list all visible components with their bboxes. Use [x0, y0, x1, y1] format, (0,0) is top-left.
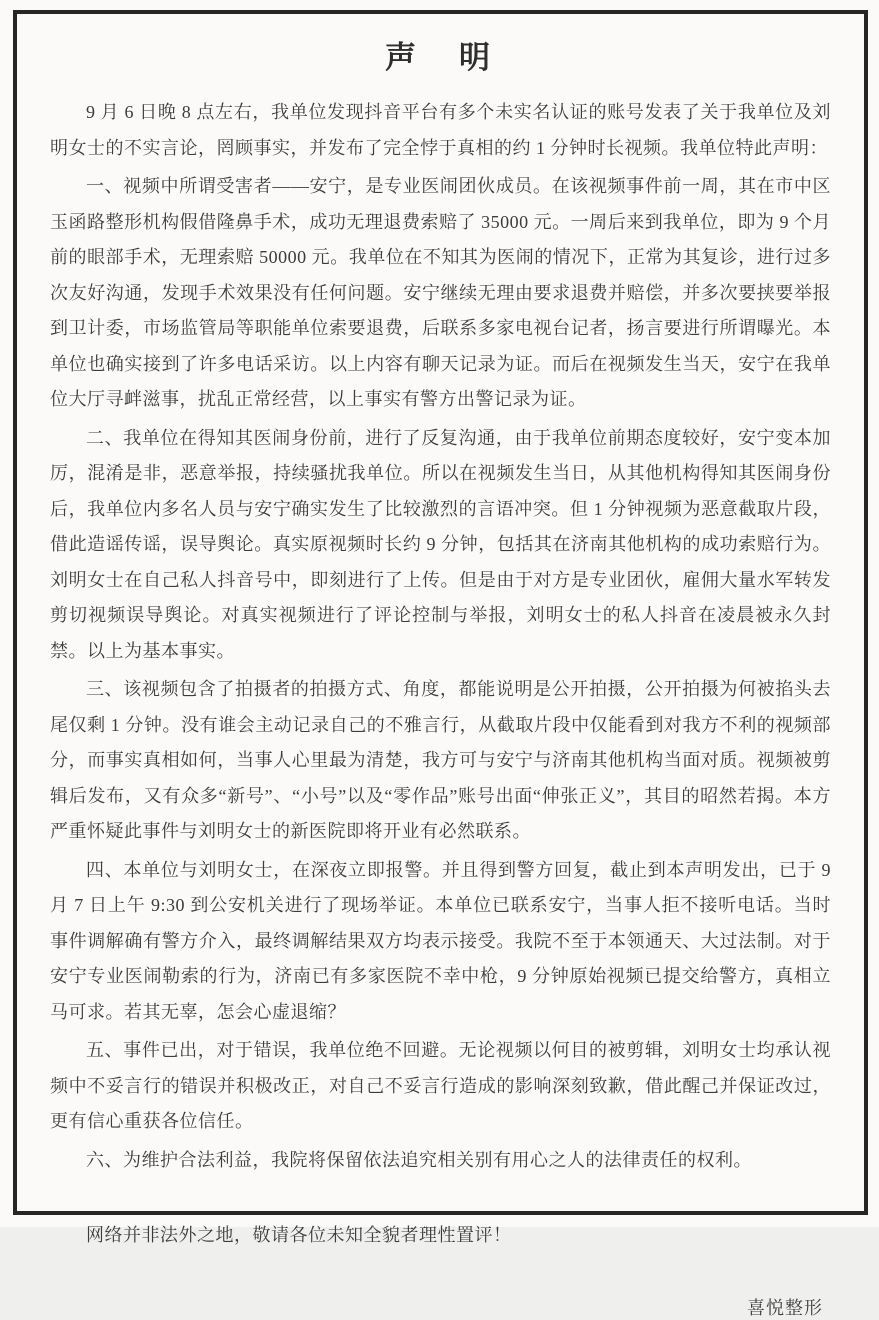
statement-paragraph-5: 五、事件已出，对于错误，我单位绝不回避。无论视频以何目的被剪辑，刘明女士均承认视频中不妥言行的错误并积极改正，对自己不妥言行造成的影响深刻致歉，借此醒己并保证改过，更有信心重获各位信任。 [50, 1040, 831, 1131]
statement-paragraph-4: 四、本单位与刘明女士，在深夜立即报警。并且得到警方回复，截止到本声明发出，已于 9 月 7 日上午 9:30 到公安机关进行了现场举证。本单位已联系安宁，当事人拒不接听电话。当时事件调解确有警方介入，最终调解结果双方均表示接受。我院不至于本领通天、大过法制。对于安宁专业医闹勒索的行为，济南已有多家医院不幸中枪，9 分钟原始视频已提交给警方，真相立马可求。若其无辜，怎会心虚退缩？ [50, 859, 831, 1022]
page-title: 声 明 [385, 40, 496, 75]
document-border-frame [13, 10, 868, 1318]
statement-paragraph-3: 三、该视频包含了拍摄者的拍摄方式、角度，都能说明是公开拍摄，公开拍摄为何被掐头去尾仅剩 1 分钟。没有谁会主动记录自己的不雅言行，从截取片段中仅能看到对我方不利的视频部分，而事实真相如何，当事人心里最为清楚，我方可与安宁与济南其他机构当面对质。视频被剪辑后发布，又有众多“新号”、“小号”以及“零作品”账号出面“伸张正义”，其目的昭然若揭。本方严重怀疑此事件与刘明女士的新医院即将开业有必然联系。 [50, 679, 831, 841]
closing-note: 网络并非法外之地，敬请各位未知全貌者理性置评！ [86, 1225, 512, 1245]
document-body [50, 95, 831, 1254]
intro-paragraph: 9 月 6 日晚 8 点左右，我单位发现抖音平台有多个未实名认证的账号发表了关于我单位及刘明女士的不实言论，罔顾事实，并发布了完全悖于真相的约 1 分钟时长视频。我单位特此声明： [50, 102, 831, 158]
statement-paragraph-2: 二、我单位在得知其医闹身份前，进行了反复沟通，由于我单位前期态度较好，安宁变本加厉，混淆是非，恶意举报，持续骚扰我单位。所以在视频发生当日，从其他机构得知其医闹身份后，我单位内多名人员与安宁确实发生了比较激烈的言语冲突。但 1 分钟视频为恶意截取片段，借此造谣传谣，误导舆论。真实原视频时长约 9 分钟，包括其在济南其他机构的成功索赔行为。刘明女士在自己私人抖音号中，即刻进行了上传。但是由于对方是专业团伙，雇佣大量水军转发剪切视频误导舆论。对真实视频进行了评论控制与举报，刘明女士的私人抖音在凌晨被永久封禁。以上为基本事实。 [50, 427, 831, 661]
statement-paragraph-1: 一、视频中所谓受害者——安宁，是专业医闹团伙成员。在该视频事件前一周，其在市中区玉函路整形机构假借隆鼻手术，成功无理退费索赔了 35000 元。一周后来到我单位，即为 9 个月前的眼部手术，无理索赔 50000 元。我单位在不知其为医闹的情况下，正常为其复诊，进行过多次友好沟通，发现手术效果没有任何问题。安宁继续无理由要求退费并赔偿，并多次要挟要举报到卫计委，市场监管局等职能单位索要退费，后联系多家电视台记者，扬言要进行所谓曝光。本单位也确实接到了许多电话采访。以上内容有聊天记录为证。而后在视频发生当天，安宁在我单位大厅寻衅滋事，扰乱正常经营，以上事实有警方出警记录为证。 [50, 176, 831, 409]
statement-paragraph-6: 六、为维护合法利益，我院将保留依法追究相关别有用心之人的法律责任的权利。 [86, 1149, 752, 1170]
signature: 喜悦整形 [747, 1297, 823, 1318]
